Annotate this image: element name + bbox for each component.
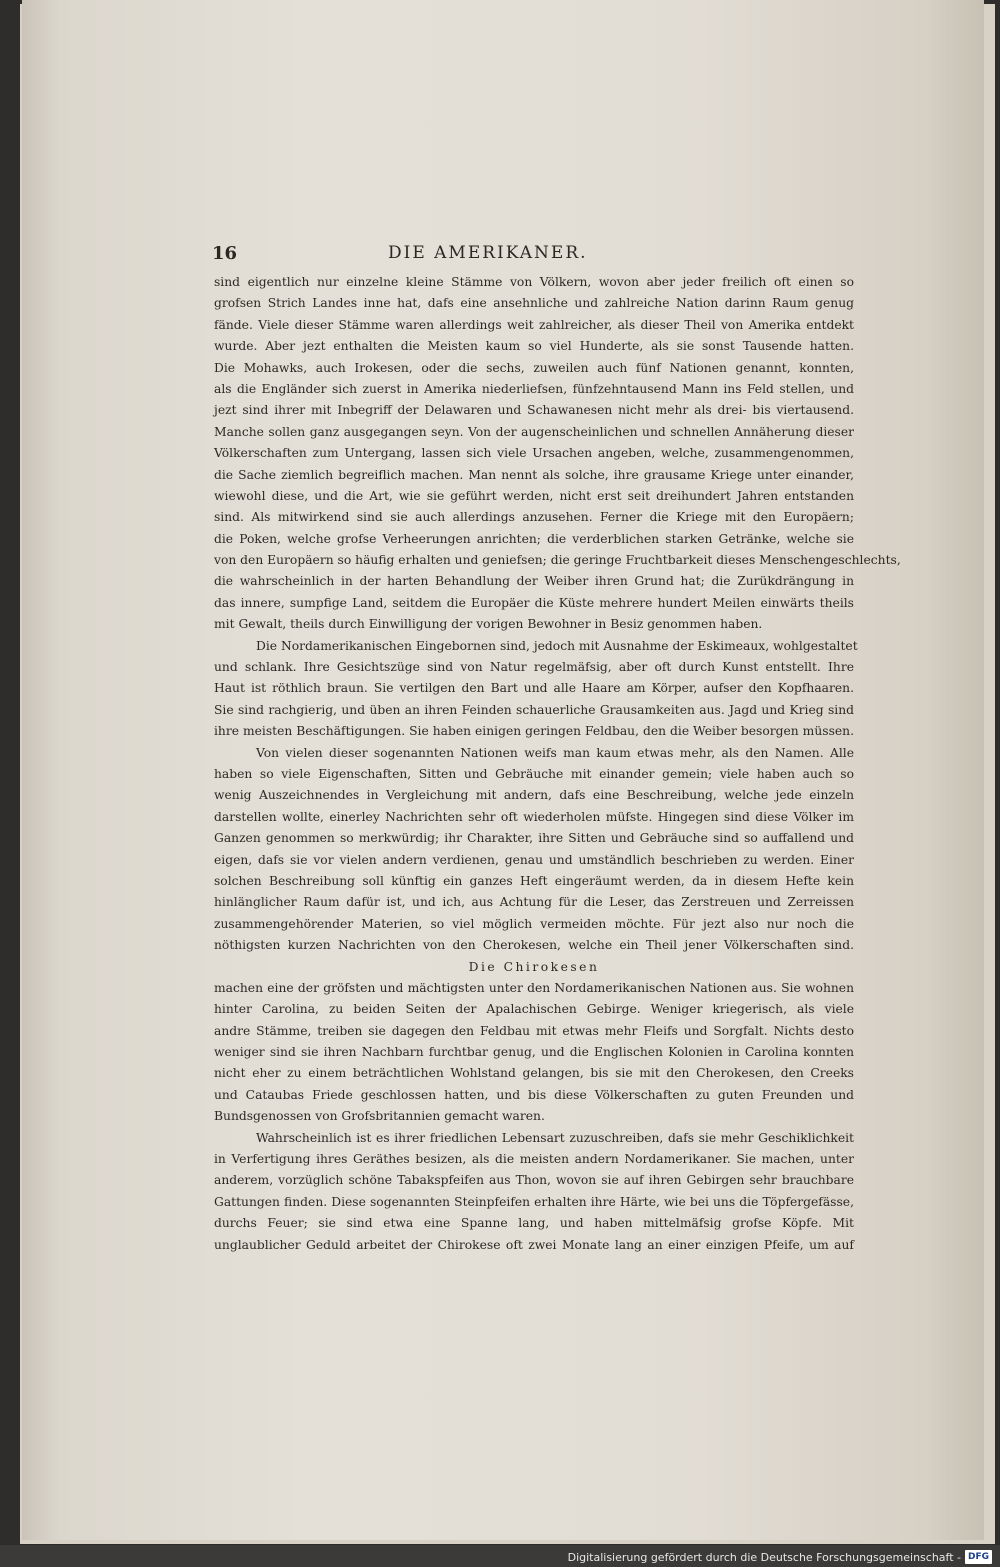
text-line: wenig Auszeichnendes in Vergleichung mit andern, dafs eine Beschreibung, welche jede einzeln — [214, 788, 854, 803]
running-head: DIE AMERIKANER. — [388, 243, 588, 263]
text-line: Ganzen genommen so merkwürdig; ihr Charakter, ihre Sitten und Gebräuche sind so auffallend und — [214, 831, 854, 846]
text-line: Sie sind rachgierig, und üben an ihren Feinden schauerliche Grausamkeiten aus. Jagd und Krieg sind — [214, 702, 854, 717]
text-line: das innere, sumpfige Land, seitdem die Europäer die Küste mehrere hundert Meilen einwärts theils — [214, 595, 854, 610]
text-line: durchs Feuer; sie sind etwa eine Spanne lang, und haben mittelmäfsig grofse Köpfe. Mit — [214, 1216, 854, 1231]
text-line: und Cataubas Friede geschlossen hatten, und bis diese Völkerschaften zu guten Freunden und — [214, 1087, 854, 1102]
dfg-logo-icon: DFG — [965, 1550, 992, 1564]
text-line: darstellen wollte, einerley Nachrichten sehr oft wiederholen müfste. Hingegen sind diese Völker im — [214, 809, 854, 824]
text-line: Bundsgenossen von Grofsbritannien gemacht waren. — [214, 1109, 545, 1124]
section-heading: Die Chirokesen — [468, 959, 600, 974]
text-line: die wahrscheinlich in der harten Behandlung der Weiber ihren Grund hat; die Zurükdrängung in — [214, 574, 854, 589]
text-line: hinter Carolina, zu beiden Seiten der Apalachischen Gebirge. Weniger kriegerisch, als viele — [214, 1002, 854, 1017]
text-line: von den Europäern so häufig erhalten und geniefsen; die geringe Fruchtbarkeit dieses Menschengeschlechts, — [214, 553, 901, 568]
footer-text: Digitalisierung gefördert durch die Deutsche Forschungsgemeinschaft - — [567, 1550, 961, 1564]
text-line: sind. Als mitwirkend sind sie auch allerdings anzusehen. Ferner die Kriege mit den Europäern; — [214, 510, 854, 525]
text-line: andre Stämme, treiben sie dagegen den Feldbau mit etwas mehr Fleifs und Sorgfalt. Nichts desto — [214, 1023, 854, 1038]
text-line: ihre meisten Beschäftigungen. Sie haben einigen geringen Feldbau, den die Weiber besorgen müssen. — [214, 724, 854, 739]
text-line: jezt sind ihrer mit Inbegriff der Delawaren und Schawanesen nicht mehr als drei- bis viertausend. — [214, 403, 854, 418]
text-line: weniger sind sie ihren Nachbarn furchtbar genug, und die Englischen Kolonien in Carolina konnten — [214, 1045, 854, 1060]
text-line: und schlank. Ihre Gesichtszüge sind von Natur regelmäfsig, aber oft durch Kunst entstellt. Ihre — [214, 660, 854, 675]
text-line: nöthigsten kurzen Nachrichten von den Cherokesen, welche ein Theil jener Völkerschaften sind. — [214, 938, 854, 953]
text-line: nicht eher zu einem beträchtlichen Wohlstand gelangen, bis sie mit den Cherokesen, den Creeks — [214, 1066, 854, 1081]
text-line: Haut ist röthlich braun. Sie vertilgen den Bart und alle Haare am Körper, aufser den Kopfhaaren. — [214, 681, 854, 696]
text-line: sind eigentlich nur einzelne kleine Stämme von Völkern, wovon aber jeder freilich oft einen so — [214, 275, 854, 289]
text-line: solchen Beschreibung soll künftig ein ganzes Heft eingeräumt werden, da in diesem Hefte kein — [214, 873, 854, 888]
text-line: Wahrscheinlich ist es ihrer friedlichen Lebensart zuzuschreiben, dafs sie mehr Geschiklichkeit — [256, 1130, 854, 1145]
footer — [568, 1549, 992, 1565]
text-line: hinlänglicher Raum dafür ist, und ich, aus Achtung für die Leser, das Zerstreuen und Zerreissen — [214, 895, 854, 910]
text-line: in Verfertigung ihres Geräthes besizen, als die meisten andern Nordamerikaner. Sie machen, unter — [214, 1152, 854, 1167]
page-number: 16 — [212, 243, 238, 264]
text-line: Von vielen dieser sogenannten Nationen weifs man kaum etwas mehr, als den Namen. Alle — [256, 745, 854, 760]
text-line: Die Mohawks, auch Irokesen, oder die sechs, zuweilen auch fünf Nationen genannt, konnten, — [214, 360, 854, 375]
text-line: Manche sollen ganz ausgegangen seyn. Von der augenscheinlichen und schnellen Annäherung dieser — [214, 424, 854, 439]
text-line: mit Gewalt, theils durch Einwilligung der vorigen Bewohner in Besiz genommen haben. — [214, 617, 763, 632]
text-line: Die Nordamerikanischen Eingebornen sind, jedoch mit Ausnahme der Eskimeaux, wohlgestaltet — [256, 638, 858, 653]
text-line: unglaublicher Geduld arbeitet der Chirokese oft zwei Monate lang an einer einzigen Pfeife, um auf — [214, 1237, 854, 1252]
text-line: eigen, dafs sie vor vielen andern verdienen, genau und umständlich beschrieben zu werden. Einer — [214, 852, 854, 867]
text-line: die Sache ziemlich begreiflich machen. Man nennt als solche, ihre grausame Kriege unter einander, — [214, 467, 854, 482]
text-line: wiewohl diese, und die Art, wie sie geführt werden, nicht erst seit dreihundert Jahren entstanden — [214, 488, 854, 503]
text-line: Völkerschaften zum Untergang, lassen sich viele Ursachen angeben, welche, zusammengenommen, — [214, 446, 854, 461]
text-line: machen eine der gröfsten und mächtigsten unter den Nordamerikanischen Nationen aus. Sie wohnen — [214, 980, 854, 995]
text-line: anderem, vorzüglich schöne Tabakspfeifen aus Thon, wovon sie auf ihren Gebirgen sehr brauchbare — [214, 1173, 854, 1188]
text-line: Gattungen finden. Diese sogenannten Steinpfeifen erhalten ihre Härte, wie bei uns die Töpfergefässe, — [214, 1194, 854, 1209]
text-line: haben so viele Eigenschaften, Sitten und Gebräuche mit einander gemein; viele haben auch so — [214, 766, 854, 781]
text-line: fände. Viele dieser Stämme waren allerdings weit zahlreicher, als dieser Theil von Amerika entdekt — [214, 317, 854, 332]
text-line: zusammengehörender Materien, so viel möglich vermeiden möchte. Für jezt also nur noch die — [214, 916, 854, 931]
text-line: die Poken, welche grofse Verheerungen anrichten; die verderblichen starken Getränke, welche sie — [214, 531, 854, 546]
text-line: wurde. Aber jezt enthalten die Meisten kaum so viel Hunderte, als sie sonst Tausende hatten. — [214, 339, 854, 354]
body-text — [214, 272, 901, 1256]
text-line: als die Engländer sich zuerst in Amerika niederliefsen, fünfzehntausend Mann ins Feld stellen, und — [214, 381, 854, 396]
text-line: grofsen Strich Landes inne hat, dafs eine ansehnliche und zahlreiche Nation darinn Raum genug — [214, 296, 854, 311]
